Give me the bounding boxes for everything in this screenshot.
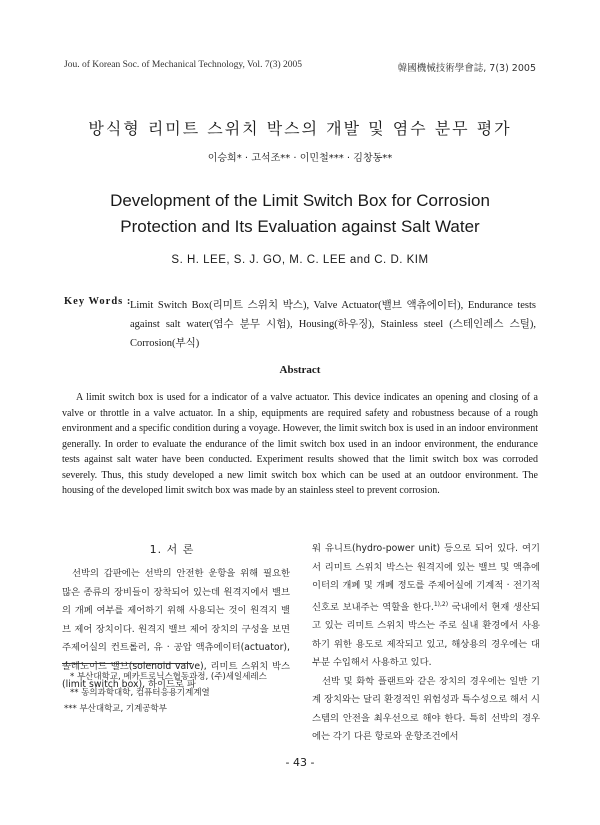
page-number: - 43 - [285, 756, 315, 769]
right-column-paragraph-2: 선박 및 화학 플랜트와 같은 장치의 경우에는 일반 기계 장치와는 달리 환경적인 위험성과 특수성으로 해서 시스템의 안전을 최우선으로 해야 한다. 특히 선박의 경우에는 각기 다른 항로와 운항조건에서 [312, 675, 540, 743]
section-heading-introduction: 1. 서 론 [149, 543, 195, 556]
footnote-2: ** 동의과학대학, 컴퓨터응용기계계열 [70, 688, 210, 698]
journal-header-left: Jou. of Korean Soc. of Mechanical Technology, Vol. 7(3) 2005 [64, 60, 303, 70]
left-column-text: 선박의 갑판에는 선박의 안전한 운항을 위해 필요한 많은 종류의 장비들이 장착되어 있는데 원격지에서 밸브의 개폐 여부를 제어하기 위해 사용되는 것이 원격지 밸브 제어 장치이다. 원격지 밸브 제어 장치의 구성을 보면 주제어실의 컨트롤러, 유 · 공압 액츄에이터(actuator), 솔레노이드 밸브(solenoid valve), 리미트 스위치 박스(limit switch box), 하이드로 파 [62, 568, 290, 690]
footnote-divider [62, 663, 192, 664]
korean-title: 방식형 리미트 스위치 박스의 개발 및 염수 분무 평가 [88, 119, 512, 138]
right-column-paragraph-1 [312, 540, 540, 673]
footnote-3: *** 부산대학교, 기계공학부 [64, 704, 167, 714]
paragraph-1-text-a: 워 유니트(hydro-power unit) 등으로 되어 있다. 여기서 리미트 스위치 박스는 원격지에 있는 밸브 및 액츄에이터의 개폐 및 개폐 정도를 주제어실에 기계적 · 전기적 신호로 보내주는 역할을 한다. [312, 543, 540, 613]
abstract-body: A limit switch box is used for a indicator of a valve actuator. This device indicates an opening and closing of a valve or throttle in a valve actuator. In a ship, equipments are required safety and robustness because of a rough environment and a specific condition during a voyage. However, the limit switch box is used in an indoor environment generally. In order to evaluate the endurance of the limit switch box used in an indoor environment, the endurance tests against salt water have been conducted. Experiment results showed that the limit switch box was corroded severely. Thus, this study developed a new limit switch box which can be used at an outdoor environment. The housing of the developed limit switch box was made by an stainless steel to prevent corrosion. [62, 392, 538, 496]
footnote-1: * 부산대학교, 메카트로닉스협동과정, (주)세일세레스 [70, 672, 267, 682]
korean-authors: 이승희* · 고석조** · 이민철*** · 김창동** [207, 153, 393, 164]
english-authors: S. H. LEE, S. J. GO, M. C. LEE and C. D. KIM [171, 254, 429, 266]
english-title [0, 188, 600, 240]
keywords-text: Limit Switch Box(리미트 스위치 박스), Valve Actuator(밸브 액츄에이터), Endurance tests against salt water(염수 분무 시험), Housing(하우징), Stainless steel (스테인레스 스틸), Corrosion(부식) [130, 300, 536, 349]
english-title-line1: Development of the Limit Switch Box for Corrosion [110, 191, 490, 210]
keywords-label: Key Words : [64, 296, 132, 307]
english-title-line2: Protection and Its Evaluation against Salt Water [120, 217, 480, 236]
journal-header-right: 韓國機械技術學會誌, 7(3) 2005 [397, 63, 536, 74]
abstract-heading: Abstract [279, 364, 321, 376]
right-column [312, 540, 540, 747]
paragraph-1-text-b: 국내에서 현재 생산되고 있는 리미트 스위치 박스는 주로 실내 환경에서 사용하기 위한 용도로 제작되고 있고, 해상용의 경우에는 대부분 수입해서 사용하고 있다. [312, 601, 540, 669]
citation-superscript: 1),2) [433, 600, 449, 608]
